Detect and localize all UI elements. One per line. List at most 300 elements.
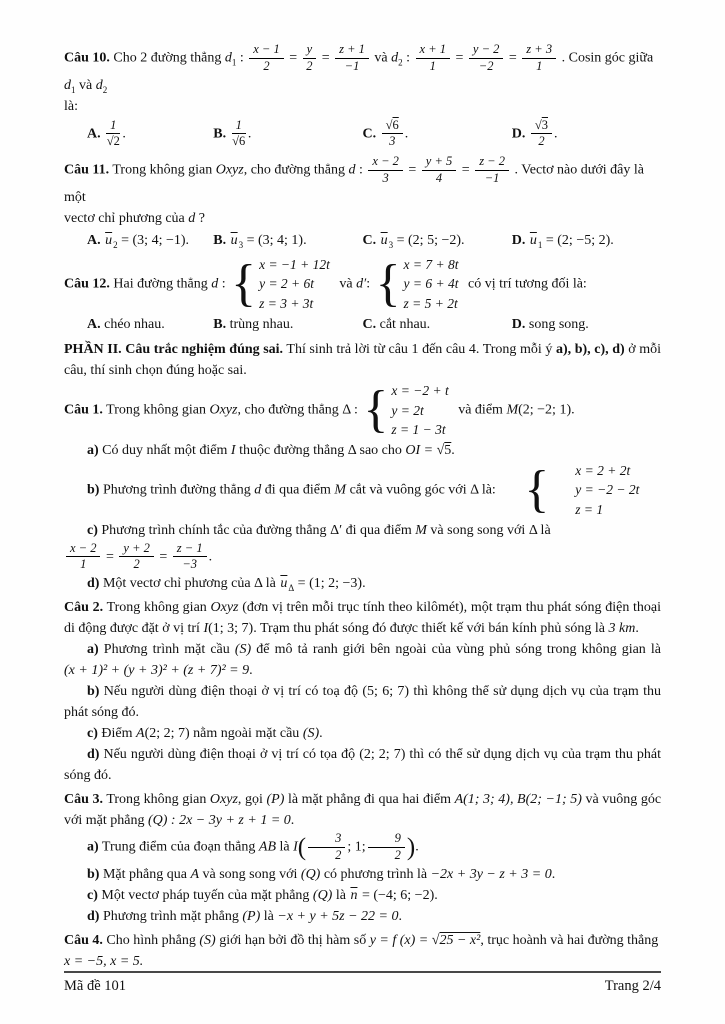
system-rows: [391, 381, 448, 440]
item-text: để mô tả ranh giới bên ngoài của vùng phủ sóng trong không gian là: [256, 642, 662, 658]
math-colon: :: [359, 162, 363, 178]
math-var: (P): [242, 908, 261, 924]
math-var: I: [293, 839, 298, 855]
point-coords: (2; 2; 7): [144, 726, 190, 742]
system-row: { x = −1 + 12t: [259, 256, 330, 272]
fraction-denominator: 1: [80, 557, 87, 572]
period: .: [208, 549, 213, 565]
math-var: M: [415, 522, 427, 538]
item-text: thì có thể sử dụng dịch vụ của trạm thu phát sóng đó.: [64, 747, 662, 784]
equals-sign: =: [105, 549, 114, 565]
fraction-numerator: z − 2: [475, 155, 509, 171]
sqrt-radical: [107, 134, 120, 148]
item-text: Một vectơ chỉ phương của Δ là: [102, 576, 276, 592]
period: .: [554, 125, 558, 141]
equals-sign: =: [408, 162, 417, 178]
option-b: [213, 118, 362, 151]
fraction-numerator: 3: [308, 832, 345, 848]
item-text: Một vectơ pháp tuyến của mặt phẳng: [101, 887, 310, 903]
fraction-denominator: 2: [133, 557, 140, 572]
item-key: a): [87, 642, 99, 658]
c1-item-c: [64, 520, 661, 541]
point-coords: (2; 2; 7): [359, 747, 406, 763]
c1-label: Câu 1.: [64, 402, 103, 418]
math-var: I: [203, 621, 209, 637]
option-text: song song.: [528, 317, 589, 333]
q11-tail: . Vectơ nào dưới đây là một: [64, 162, 644, 205]
q11-statement: [64, 154, 661, 208]
item-text: Phương trình mặt phẳng: [102, 908, 239, 924]
radicand: 3: [541, 117, 548, 132]
question-1: [64, 381, 661, 594]
system-row: y = −2 − 2t: [575, 482, 640, 498]
item-text: và song song với: [202, 866, 298, 882]
option-key: A.: [87, 317, 101, 333]
option-b: [213, 314, 362, 335]
item-text: nằm ngoài mặt cầu: [193, 726, 300, 742]
option-c: [363, 230, 512, 251]
c4-text: , trục hoành và hai đường thẳng: [480, 932, 659, 948]
math-var: (Q): [300, 866, 321, 882]
option-key: C.: [362, 317, 377, 333]
period: .: [290, 813, 295, 829]
item-key: b): [87, 866, 100, 882]
math-var: d: [391, 50, 399, 66]
c3-item-a: [64, 831, 661, 864]
q11-line2-text: vectơ chỉ phương của: [64, 210, 185, 226]
system-rows: [552, 461, 639, 520]
option-key: D.: [511, 125, 526, 141]
math-fraction: [232, 119, 246, 150]
radicand: 25 − x²: [439, 932, 481, 948]
question-mark: ?: [198, 210, 205, 226]
point-coords: (1; 3; 7): [208, 621, 254, 637]
math-var: Oxyz: [215, 162, 244, 178]
c1-item-a: [64, 440, 661, 461]
math-fraction: [119, 542, 153, 573]
q12-statement: [64, 255, 661, 314]
c4-label: Câu 4.: [64, 932, 103, 948]
system-row: y = 2 + 6t: [259, 276, 315, 292]
q11-label: Câu 11.: [64, 162, 110, 178]
q10-options: [64, 118, 661, 151]
system-row: { x = 7 + 8t: [403, 256, 459, 272]
item-key: c): [87, 887, 98, 903]
math-fraction: [416, 43, 450, 74]
fraction-denominator: 2: [306, 58, 313, 73]
math-fraction: [422, 155, 456, 186]
math-fraction: [531, 119, 552, 150]
option-d: [512, 314, 661, 335]
sqrt-radical: [535, 118, 548, 132]
item-text: đi qua điểm: [264, 482, 331, 498]
fraction-denominator: [232, 134, 246, 149]
item-text: và song song với Δ là: [430, 522, 551, 538]
vector-u: $\overline{u}$: [230, 232, 238, 248]
period: .: [434, 887, 438, 903]
math-fraction: [522, 43, 556, 74]
item-text: Có duy nhất một điểm: [102, 442, 228, 458]
math-var: A: [136, 726, 145, 742]
c2-text: (đơn vị trên mỗi trục tính theo kilômét), một trạm thu phát sóng điện thoại di động được đặt ở vị trí: [64, 600, 662, 637]
math-var: d: [64, 77, 71, 93]
option-a: [64, 118, 213, 151]
c1-tail: và điểm: [458, 402, 503, 418]
option-text: chéo nhau.: [104, 317, 165, 333]
math-var: Δ′: [330, 522, 343, 538]
item-text: là: [279, 839, 290, 855]
fraction-denominator: −2: [478, 58, 494, 73]
item-text: có phương trình là: [323, 866, 428, 882]
math-var: (S): [302, 726, 320, 742]
sphere-equation: (x + 1)² + (y + 3)² + (z + 7)² = 9: [64, 663, 250, 679]
fraction-numerator: z + 3: [522, 43, 556, 59]
c3-item-b: [64, 864, 661, 885]
system-rows: [259, 255, 330, 314]
c3-item-c: [64, 885, 661, 906]
equals-sign: =: [159, 549, 168, 565]
math-var: d: [95, 77, 103, 93]
math-var: d: [348, 162, 356, 178]
math-colon: :: [366, 276, 371, 292]
c3-text: Trong không gian: [106, 792, 207, 808]
radicand: 5: [444, 442, 452, 458]
math-var: Oxyz: [209, 402, 238, 418]
math-expr: OI =: [405, 442, 434, 458]
radicand: 2: [113, 134, 120, 149]
c1-item-c-equation: [64, 541, 661, 574]
math-fraction: [382, 119, 403, 150]
system-row: z = 1: [575, 502, 604, 517]
option-value: = (3; 4; 1).: [246, 232, 307, 248]
fraction-denominator: −1: [484, 170, 500, 185]
math-colon: :: [406, 50, 411, 66]
option-c: [363, 314, 512, 335]
equals-sign: =: [455, 50, 464, 66]
fraction-denominator: 2: [335, 847, 342, 862]
question-12: [64, 255, 661, 336]
plane-equation: −2x + 3y − z + 3 = 0: [430, 866, 552, 882]
period: .: [122, 125, 126, 141]
item-text: thuộc đường thẳng Δ sao cho: [239, 442, 402, 458]
math-var: M: [506, 402, 519, 418]
q10-va2: và: [79, 77, 93, 93]
c2-item-d: [64, 744, 661, 786]
fraction-numerator: [382, 119, 403, 135]
c1-lead: Trong không gian: [106, 402, 206, 418]
system-rows: [404, 255, 459, 314]
q12-tail: có vị trí tương đối là:: [468, 276, 587, 292]
option-a: [64, 230, 213, 251]
option-key: B.: [213, 232, 227, 248]
fraction-denominator: 2: [538, 134, 545, 149]
system-row: z = 5 + 2t: [403, 295, 458, 311]
item-value: = (1; 2; −3).: [297, 576, 366, 592]
system-row: { x = 2 + 2t: [575, 462, 631, 478]
item-text: Nếu người dùng điện thoại ở vị trí có toạ độ: [103, 684, 359, 700]
period: .: [404, 125, 409, 141]
c3-text: và vuông góc với mặt phẳng: [64, 792, 662, 829]
item-text: thì không thể sử dụng dịch vụ của trạm thu phát sóng đó.: [64, 684, 662, 721]
option-value: = (2; 5; −2).: [396, 232, 465, 248]
math-var: Oxyz: [210, 600, 239, 616]
part2-title: PHẦN II. Câu trắc nghiệm đúng sai.: [64, 342, 284, 358]
left-paren: [298, 834, 306, 861]
question-3: [64, 789, 661, 927]
equation-system: [363, 381, 448, 440]
q10-lead: Cho 2 đường thẳng: [113, 50, 222, 66]
item-text: cắt và vuông góc với Δ là:: [349, 482, 496, 498]
item-text: Phương trình đường thẳng: [102, 482, 251, 498]
item-text: Phương trình mặt cầu: [103, 642, 230, 658]
option-key: D.: [511, 317, 526, 333]
period: .: [551, 866, 556, 882]
fraction-denominator: [106, 134, 120, 149]
c2-statement: [64, 597, 661, 639]
math-var: (Q): [312, 887, 333, 903]
fraction-numerator: x + 1: [416, 43, 450, 59]
math-colon: :: [354, 402, 358, 418]
option-text: trùng nhau.: [229, 317, 294, 333]
q12-va: và: [339, 276, 353, 292]
system-row: { x = −2 + t: [391, 383, 449, 399]
math-fraction: [249, 43, 283, 74]
c2-item-b: [64, 681, 661, 723]
item-key: d): [87, 576, 100, 592]
part2-header: [64, 339, 661, 381]
math-fraction: [173, 542, 207, 573]
sqrt-radical: [432, 933, 481, 948]
q12-label: Câu 12.: [64, 276, 110, 292]
fraction-numerator: x − 1: [249, 43, 283, 59]
item-text: Nếu người dùng điện thoại ở vị trí có tọa độ: [103, 747, 356, 763]
separator: ; 1;: [347, 839, 366, 855]
option-key: A.: [87, 232, 101, 248]
math-sub: 3: [388, 239, 394, 250]
math-sub: 2: [113, 239, 118, 250]
sqrt-radical: [232, 134, 245, 148]
fraction-denominator: 1: [536, 58, 543, 73]
c3-item-d: [64, 906, 661, 927]
equals-sign: =: [461, 162, 470, 178]
vector-u: $\overline{u}$: [529, 232, 537, 248]
item-text: Phương trình chính tắc của đường thẳng: [101, 522, 327, 538]
fraction-denominator: −1: [344, 58, 360, 73]
fraction-denominator: 2: [394, 847, 401, 862]
math-colon: :: [221, 276, 226, 292]
math-var: Δ: [342, 402, 351, 418]
period: .: [247, 125, 252, 141]
math-fraction: [335, 43, 369, 74]
math-fraction: [106, 119, 120, 150]
math-var: (S): [234, 642, 252, 658]
option-value: = (3; 4; −1).: [121, 232, 190, 248]
q10-label: Câu 10.: [64, 50, 110, 66]
math-fraction: [308, 832, 345, 863]
exam-code: Mã đề 101: [64, 978, 127, 994]
item-key: c): [87, 522, 98, 538]
c4-text: Cho hình phẳng: [106, 932, 196, 948]
math-var: AB: [258, 839, 276, 855]
option-a: [64, 314, 213, 335]
math-var: (P): [266, 792, 285, 808]
item-text: đi qua điểm: [345, 522, 412, 538]
math-sub: 2: [398, 57, 403, 68]
item-text: là: [335, 887, 346, 903]
math-var: Oxyz: [209, 792, 238, 808]
math-var: A: [190, 866, 199, 882]
plane-equation: −x + y + 5z − 22 = 0: [277, 908, 399, 924]
math-fraction: [66, 542, 100, 573]
fraction-numerator: z − 1: [173, 542, 207, 558]
math-value: 3 km: [608, 621, 636, 637]
system-row: z = 3 + 3t: [259, 295, 314, 311]
vector-u: $\overline{u}$: [105, 232, 113, 248]
c2-item-a: [64, 639, 661, 681]
q10-statement: [64, 42, 661, 96]
math-colon: :: [239, 50, 244, 66]
equation-system: [376, 255, 459, 314]
fraction-numerator: x − 2: [368, 155, 402, 171]
equals-sign: =: [508, 50, 517, 66]
fraction-numerator: y − 2: [469, 43, 503, 59]
option-key: C.: [362, 125, 377, 141]
fraction-numerator: 9: [368, 832, 405, 848]
option-d: [512, 230, 661, 251]
q11-line2: [64, 208, 661, 229]
math-fraction: [469, 43, 503, 74]
period: .: [249, 663, 253, 679]
option-value: = (2; −5; 2).: [545, 232, 614, 248]
vector-n: $\overline{n}$: [350, 887, 358, 903]
period: .: [398, 908, 403, 924]
equals-sign: =: [289, 50, 298, 66]
c3-statement: [64, 789, 661, 831]
sqrt-radical: [386, 118, 399, 132]
c4-statement: [64, 930, 661, 951]
c3-label: Câu 3.: [64, 792, 103, 808]
option-key: D.: [511, 232, 526, 248]
item-key: b): [87, 482, 100, 498]
item-text: Điểm: [101, 726, 133, 742]
math-fraction: [368, 155, 402, 186]
plane-equation: (Q) : 2x − 3y + z + 1 = 0: [148, 813, 291, 829]
math-var: d: [224, 50, 232, 66]
fraction-denominator: 1: [429, 58, 436, 73]
fraction-numerator: z + 1: [335, 43, 369, 59]
radicand: 6: [239, 134, 246, 149]
math-var: d: [211, 276, 219, 292]
c1-item-d: [64, 573, 661, 594]
math-var: d: [188, 210, 196, 226]
right-paren: [407, 834, 415, 861]
fraction-numerator: 1: [232, 119, 246, 135]
q10-tail: . Cosin góc giữa: [561, 50, 654, 66]
system-row: y = 6 + 4t: [403, 276, 459, 292]
system-row: y = 2t: [391, 402, 424, 418]
point-coords: (2; −2; 1).: [518, 402, 575, 418]
radicand: 6: [392, 117, 399, 132]
math-sub: 1: [71, 84, 76, 95]
math-sub: 2: [102, 84, 108, 95]
fraction-numerator: 1: [106, 119, 120, 135]
q10-va: và: [374, 50, 388, 66]
item-text: Mặt phẳng qua: [102, 866, 187, 882]
item-text: là: [263, 908, 274, 924]
item-value: = (−4; 6; −2): [361, 887, 435, 903]
item-key: d): [87, 908, 100, 924]
c2-label: Câu 2.: [64, 600, 104, 616]
question-2: [64, 597, 661, 786]
period: .: [415, 839, 419, 855]
item-key: b): [87, 684, 100, 700]
fraction-numerator: y: [303, 43, 317, 59]
q11-lead: Trong không gian: [112, 162, 213, 178]
question-10: [64, 42, 661, 150]
q12-lead: Hai đường thẳng: [113, 276, 208, 292]
item-key: a): [87, 442, 99, 458]
c1-lead2: , cho đường thẳng: [237, 402, 339, 418]
q12-options: [64, 314, 661, 335]
math-var: d: [254, 482, 262, 498]
math-var: (S): [199, 932, 216, 948]
option-d: [512, 118, 661, 151]
option-key: B.: [213, 125, 227, 141]
math-fraction: [475, 155, 509, 186]
point-coords: A(1; 3; 4), B(2; −1; 5): [454, 792, 582, 808]
math-sub: 3: [238, 239, 244, 250]
option-key: B.: [213, 317, 227, 333]
item-text: Trung điểm của đoạn thẳng: [101, 839, 256, 855]
fraction-numerator: x − 2: [66, 542, 100, 558]
fraction-denominator: −3: [182, 557, 198, 572]
question-11: [64, 154, 661, 251]
fraction-numerator: [531, 119, 552, 135]
option-key: A.: [87, 125, 101, 141]
system-row: z = 1 − 3t: [391, 422, 446, 438]
option-key: C.: [362, 232, 377, 248]
fraction-denominator: 4: [435, 170, 443, 185]
q10-la: là:: [64, 98, 78, 114]
fraction-numerator: y + 5: [422, 155, 456, 171]
option-text: cắt nhau.: [379, 317, 431, 333]
question-4: [64, 930, 661, 972]
item-key: c): [87, 726, 98, 742]
part2-text1: Thí sinh trả lời từ câu 1 đến câu 4. Trong mỗi ý: [286, 342, 553, 358]
math-var: d′: [356, 276, 367, 292]
item-key: a): [87, 839, 99, 855]
fraction-denominator: 3: [382, 170, 389, 185]
part2-abcd: a), b), c), d): [555, 342, 625, 358]
c3-text: , gọi: [237, 792, 263, 808]
point-coords: (5; 6; 7): [362, 684, 410, 700]
c3-text: là mặt phẳng đi qua hai điểm: [287, 792, 451, 808]
c2-text: . Trạm thu phát sóng đó được thiết kế với bán kính phủ sóng là: [253, 621, 605, 637]
page-footer: [64, 971, 661, 998]
period: .: [451, 442, 455, 458]
c1-statement: [64, 381, 661, 440]
period: .: [319, 726, 323, 742]
c4-line2: x = −5, x = 5.: [64, 953, 144, 969]
c1-item-b: [64, 461, 661, 520]
page-number: Trang 2/4: [604, 978, 661, 994]
math-sub: Δ: [288, 582, 295, 593]
option-c: [363, 118, 512, 151]
sqrt-radical: [437, 443, 452, 458]
fraction-numerator: y + 2: [119, 542, 153, 558]
part2-text2: ở mỗi câu, thí sinh chọn đúng hoặc sai.: [64, 342, 662, 379]
vector-u: $\overline{u}$: [280, 576, 288, 592]
